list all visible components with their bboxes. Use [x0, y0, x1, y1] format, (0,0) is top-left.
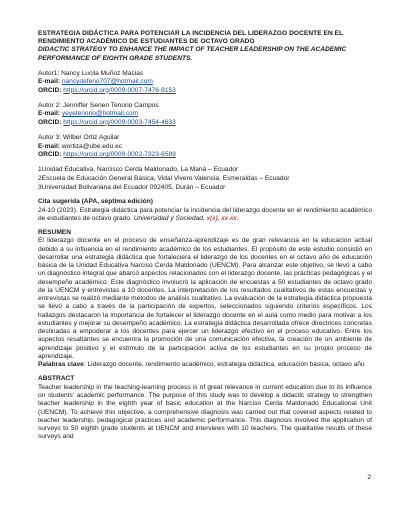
affiliation-1: 1Unidad Educativa, Narcisco Cerda Maldonado, La Maná – Ecuador	[38, 166, 239, 174]
affiliation-3: 3Universidad Bolivariana del Ecuador 092405, Durán – Ecuador	[38, 183, 226, 191]
keywords-label: Palabras clave	[38, 361, 84, 369]
cite-text	[38, 207, 372, 223]
cite-body: 24-10 (2023). Estrategia didáctica para potenciar la incidencia del liderazgo docente en el rendimiento académico de estudiantes de octavo grado.	[38, 206, 372, 222]
email-label: E-mail:	[38, 110, 60, 118]
cite-heading: Cita sugerida (APA, séptima edición)	[38, 198, 153, 206]
author-name: Autor1: Nancy Lucila Muñoz Macias	[38, 69, 144, 77]
author-block-1	[38, 70, 372, 95]
email-label: E-mail:	[38, 142, 60, 150]
affiliations	[38, 166, 372, 192]
resumen-heading: RESUMEN	[38, 229, 71, 237]
paper-page	[38, 30, 372, 442]
orcid-link[interactable]: https://orcid.org/0000-0002-7323-6589	[63, 151, 176, 159]
page-number: 2	[367, 474, 371, 481]
author-name: Autor 2: Jenniffer Senen Tenorio Campos	[38, 102, 159, 110]
abstract-text: Teacher leadership in the teaching-learning process is of great relevance in current education due to its influence on students' academic performance. The purpose of this study was to develop a didactic strategy to strengthen teacher leadership in the eighth year of basic education at the Narciso Cerda Maldonado Educational Unit (UENCM). To achieve this objective, a comprehensive diagnosis was carried out that covered aspects related to teacher leadership, pedagogical practices and academic performance. This diagnosis involved the application of surveys to 50 eighth grade students at UENCM and interviews with 10 teachers. The qualitative results of these surveys and	[38, 383, 372, 441]
keywords-list: : Liderazgo docente, rendimiento académico, estrategia didáctica, educación básica, octavo año	[83, 361, 365, 369]
author-name: Autor 3: Wilber Ortiz Aguilar	[38, 134, 120, 142]
affiliation-2: 2Escuela de Educación General Básica, Vidal Vivero Valencia, Esmeraldas – Ecuador	[38, 175, 290, 183]
author-block-3	[38, 134, 372, 159]
keywords	[38, 361, 372, 369]
orcid-label: ORCID:	[38, 118, 62, 126]
email-link[interactable]: nancydefeno707@hotmail.com	[61, 78, 153, 86]
orcid-link[interactable]: https://orcid.org/0009-0007-7476-9153	[63, 86, 176, 94]
orcid-label: ORCID:	[38, 86, 62, 94]
orcid-link[interactable]: https://orcid.org/0009-0003-7454-4633	[63, 118, 176, 126]
cite-journal: Universidad y Sociedad,	[133, 214, 205, 222]
author-block-2	[38, 102, 372, 127]
title-spanish: ESTRATEGIA DIDÁCTICA PARA POTENCIAR LA INCIDENCIA DEL LIDERAZGO DOCENTE EN EL RENDIMIENTO ACADÉMICO DE ESTUDIANTES DE OCTAVO GRADO	[38, 30, 344, 46]
abstract-heading: ABSTRACT	[38, 375, 75, 383]
email-link[interactable]: yeyetenorio@hotmail.com	[61, 110, 139, 118]
orcid-label: ORCID:	[38, 151, 62, 159]
title-english: DIDACTIC STRATEGY TO ENHANCE THE IMPACT OF TEACHER LEADERSHIP ON THE ACADEMIC PERFORMANCE OF EIGHTH GRADE STUDENTS.	[38, 46, 347, 62]
cite-volume: x(x), xx-xx.	[206, 214, 239, 222]
resumen-text: El liderazgo docente en el proceso de enseñanza-aprendizaje es de gran relevancia en la educación actual debido a su influencia en el rendimiento académico de los estudiantes. El propósito de este estudio consistió en desarrollar una estrategia didáctica que fortaleciera el liderazgo de los docentes en el octavo año de educación básica de la Unidad Educativa Narciso Cerda Maldonado (UENCM). Para alcanzar este objetivo, se llevó a cabo un diagnóstico integral que abarcó aspectos relacionados con el liderazgo docente, las prácticas pedagógicas y el desempeño académico. Este diagnóstico involucró la aplicación de encuestas a 50 estudiantes de octavo grado de la UENCM y entrevistas a 10 docentes. La interpretación de los resultados cualitativos de estas encuestas y entrevistas se realizó mediante métodos de análisis cualitativo. La evaluación de la estrategia didáctica propuesta se llevó a cabo a través de la participación de expertos, seleccionados siguiendo criterios específicos. Los hallazgos destacaron la importancia de fortalecer el liderazgo docente en el aula como medio para motivar a los estudiantes y mejorar su desempeño académico. La estrategia didáctica desarrollada ofrece directrices concretas destinadas a empoderar a los docentes para ejercer un liderazgo efectivo en el proceso educativo. Entre los aspectos resaltantes se encuentra la promoción de una comunicación efectiva, la creación de un ambiente de aprendizaje positivo y el estímulo de la participación activa de los estudiantes en su propio proceso de aprendizaje.	[38, 237, 372, 360]
email-label: E-mail:	[38, 78, 60, 86]
email-text: wortiza@ube.edu.ec	[61, 142, 123, 150]
